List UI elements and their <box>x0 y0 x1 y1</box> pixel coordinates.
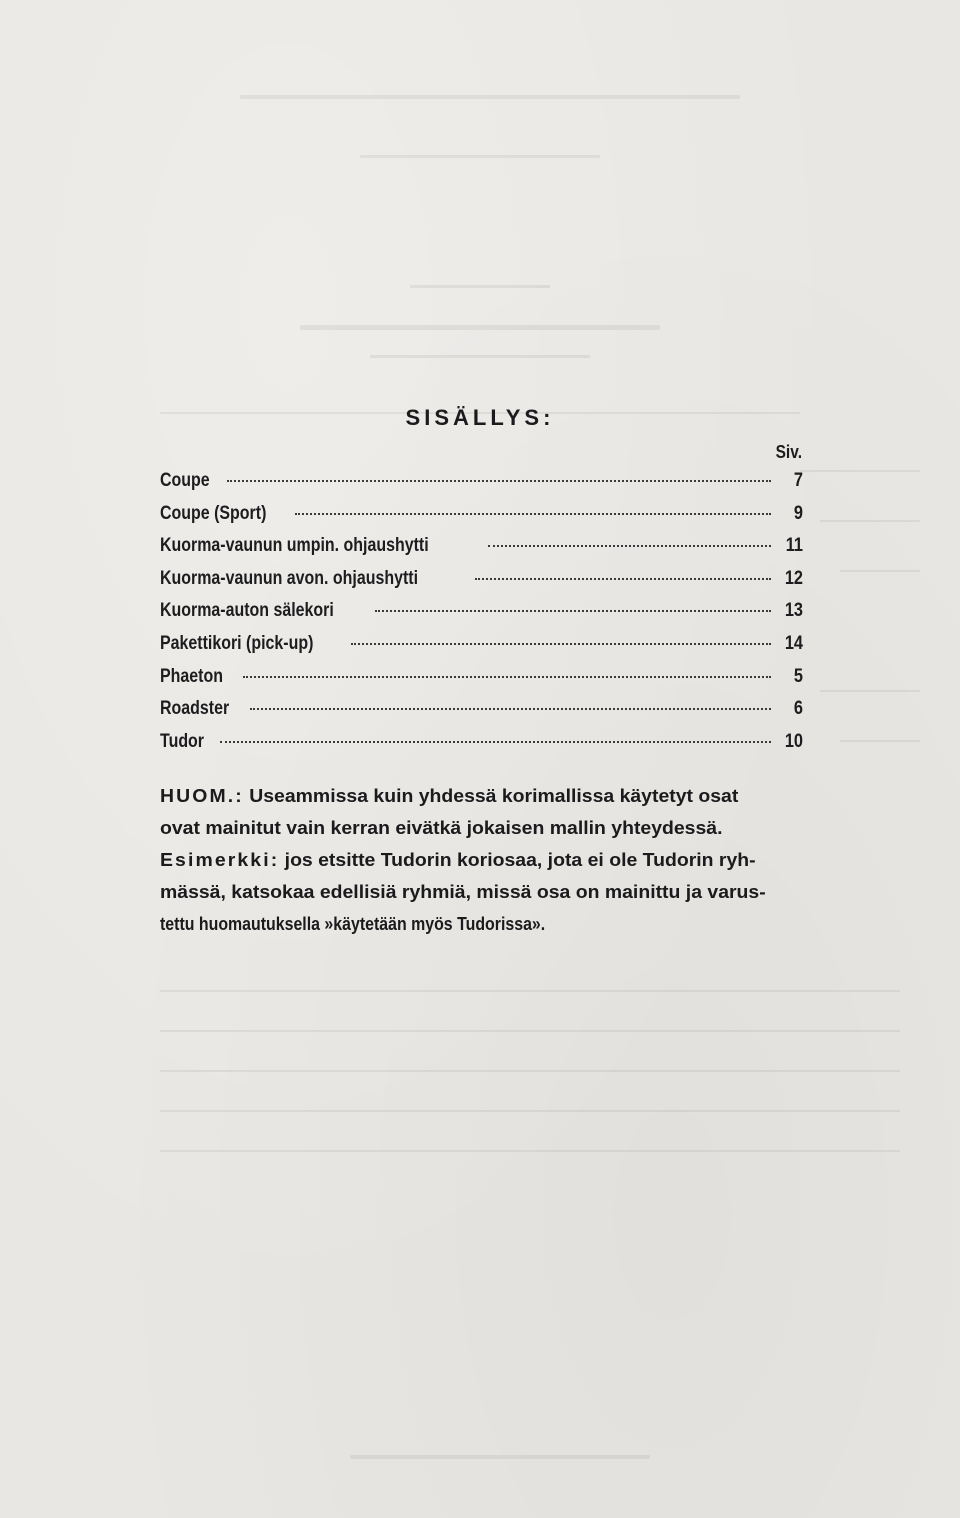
note-text: jos etsitte Tudorin koriosaa, jota ei ole Tudorin ryh- <box>284 849 756 870</box>
note-line <box>160 812 803 844</box>
dot-leader <box>220 740 771 743</box>
toc-entry-title: Coupe <box>160 470 210 491</box>
toc-entry-title: Kuorma-auton sälekori <box>160 600 334 622</box>
toc-entry-page: 11 <box>785 535 803 557</box>
toc-row <box>160 666 803 699</box>
dot-leader <box>351 642 771 645</box>
toc-entry-title: Tudor <box>160 730 205 752</box>
toc-entry-title: Roadster <box>160 698 230 720</box>
toc-entry-page: 7 <box>793 470 803 491</box>
page-column-label: Siv. <box>775 442 802 462</box>
note-text: Useammissa kuin yhdessä korimallissa käytetyt osat <box>249 785 739 806</box>
note-line <box>160 844 803 876</box>
example-label: Esimerkki: <box>160 849 280 870</box>
note-line <box>160 780 803 812</box>
note-line <box>160 876 803 908</box>
toc-row <box>160 568 803 601</box>
toc-row <box>160 731 803 764</box>
dot-leader <box>488 544 771 547</box>
dot-leader <box>295 512 771 515</box>
toc-entry-page: 5 <box>793 665 803 687</box>
dot-leader <box>475 577 771 580</box>
toc-entry-title: Coupe (Sport) <box>160 502 267 524</box>
table-of-contents <box>160 470 803 763</box>
dot-leader <box>250 707 771 710</box>
toc-entry-page: 9 <box>793 502 803 524</box>
toc-row <box>160 535 803 568</box>
dot-leader <box>375 609 771 612</box>
toc-entry-page: 14 <box>784 632 803 654</box>
dot-leader <box>243 675 771 678</box>
toc-entry-title: Pakettikori (pick-up) <box>160 632 314 654</box>
note-label: HUOM.: <box>160 785 244 806</box>
note-text: tettu huomautuksella »käytetään myös Tudorissa». <box>160 913 546 934</box>
toc-entry-title: Kuorma-vaunun avon. ohjaushytti <box>160 567 419 589</box>
note-line <box>160 908 803 940</box>
toc-row <box>160 470 803 503</box>
page-title: SISÄLLYS: <box>405 405 555 430</box>
note-text: ovat mainitut vain kerran eivätkä jokaisen mallin yhteydessä. <box>160 817 723 838</box>
toc-entry-title: Phaeton <box>160 665 223 687</box>
note-paragraph <box>160 780 803 940</box>
toc-entry-page: 13 <box>784 600 803 622</box>
dot-leader <box>227 479 771 482</box>
toc-entry-page: 6 <box>793 698 803 720</box>
toc-entry-page: 12 <box>784 567 803 589</box>
note-text: mässä, katsokaa edellisiä ryhmiä, missä osa on mainittu ja varus- <box>160 881 766 902</box>
toc-row <box>160 600 803 633</box>
toc-row <box>160 503 803 536</box>
toc-entry-title: Kuorma-vaunun umpin. ohjaushytti <box>160 535 429 557</box>
toc-entry-page: 10 <box>784 730 803 752</box>
toc-row <box>160 698 803 731</box>
toc-row <box>160 633 803 666</box>
